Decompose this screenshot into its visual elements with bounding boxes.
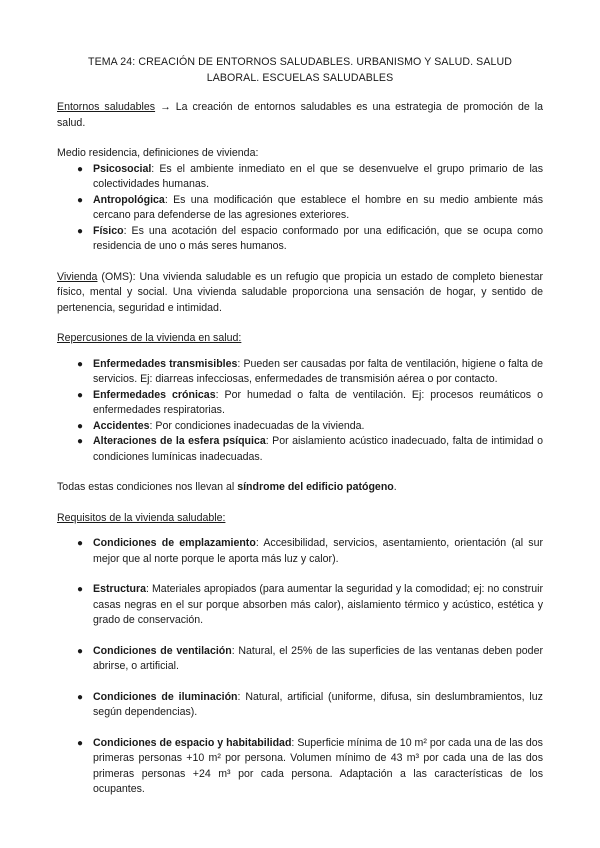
item-label: Condiciones de emplazamiento xyxy=(93,537,256,549)
bullet-icon: ● xyxy=(77,194,84,206)
item-text: : Por aislamiento acústico inadecuado, falta de intimidad o condiciones lumínicas inadecuadas. xyxy=(93,435,543,463)
list-item xyxy=(57,536,543,567)
list-item xyxy=(57,193,543,224)
requisitos-list xyxy=(57,536,543,798)
list-item xyxy=(57,224,543,255)
bullet-icon: ● xyxy=(77,538,84,549)
item-label: Enfermedades crónicas xyxy=(93,388,216,401)
list-item xyxy=(57,419,543,435)
sindrome-bold: síndrome del edificio patógeno xyxy=(237,481,394,493)
item-text: : Accesibilidad, servicios, asentamiento, orientación (al sur mejor que al norte porque le aporta más luz y calor). xyxy=(93,537,543,565)
bullet-icon: ● xyxy=(77,737,84,749)
document-title xyxy=(57,54,543,86)
title-line-1: TEMA 24: CREACIÓN DE ENTORNOS SALUDABLES. URBANISMO Y SALUD. SALUD xyxy=(88,56,512,68)
repercusiones-list xyxy=(57,357,543,466)
list-item xyxy=(57,644,543,675)
list-item xyxy=(57,434,543,465)
bullet-icon: ● xyxy=(77,584,84,595)
bullet-icon: ● xyxy=(77,225,84,237)
residencia-list xyxy=(57,162,543,255)
vivienda-term: Vivienda xyxy=(57,270,98,283)
item-text: : Es el ambiente inmediato en el que se desenvuelve el grupo primario de las colectividades humanas. xyxy=(93,162,543,190)
item-text: : Es una modificación que establece el hombre en su medio ambiente más cercano para defenderse de las agresiones exteriores. xyxy=(93,193,543,221)
bullet-icon: ● xyxy=(77,691,84,703)
sindrome-paragraph xyxy=(57,480,543,496)
item-text: : Por humedad o falta de ventilación. Ej: procesos reumáticos o enfermedades respiratorias. xyxy=(93,388,543,416)
bullet-icon: ● xyxy=(77,436,84,447)
entornos-text: → La creación de entornos saludables es una estrategia de promoción de la salud. xyxy=(57,101,543,129)
requisitos-heading: Requisitos de la vivienda saludable: xyxy=(57,511,226,524)
item-label: Psicosocial xyxy=(93,162,152,175)
item-text: : Materiales apropiados (para aumentar la seguridad y la comodidad; ej: no construir casas negras en el sur porque absorben más calor), aislamiento térmico y acústico, estética y grado de conservación. xyxy=(93,583,543,626)
item-text: : Superficie mínima de 10 m² por cada una de las dos primeras personas +10 m² por persona. Volumen mínimo de 43 m³ por cada una de las dos primeras personas +24 m³ por cada persona. Adaptación a las características de los ocupantes. xyxy=(93,736,543,795)
list-item xyxy=(57,690,543,721)
residencia-intro: Medio residencia, definiciones de vivienda: xyxy=(57,147,259,159)
item-label: Estructura xyxy=(93,583,146,595)
item-label: Alteraciones de la esfera psíquica xyxy=(93,435,266,447)
item-text: : Pueden ser causadas por falta de ventilación, higiene o falta de servicios. Ej: diarreas infecciosas, enfermedades de transmisión aérea o por contacto. xyxy=(93,357,543,385)
list-item xyxy=(57,162,543,193)
item-text: : Natural, artificial (uniforme, difusa, sin deslumbramientos, luz según dependencias). xyxy=(93,690,543,718)
item-label: Condiciones de ventilación xyxy=(93,644,232,657)
bullet-icon: ● xyxy=(77,420,84,432)
item-label: Accidentes xyxy=(93,419,150,432)
list-item xyxy=(57,388,543,419)
sindrome-post: . xyxy=(393,481,397,493)
entornos-paragraph xyxy=(57,100,543,131)
document-page xyxy=(57,54,543,798)
item-label: Enfermedades transmisibles xyxy=(93,357,238,370)
item-text: : Por condiciones inadecuadas de la vivienda. xyxy=(149,419,365,432)
item-label: Condiciones de espacio y habitabilidad xyxy=(93,736,292,749)
bullet-icon: ● xyxy=(77,163,84,175)
list-item xyxy=(57,357,543,388)
repercusiones-heading: Repercusiones de la vivienda en salud: xyxy=(57,332,242,344)
item-label: Físico xyxy=(93,224,124,237)
sindrome-pre: Todas estas condiciones nos llevan al xyxy=(57,481,238,493)
bullet-icon: ● xyxy=(77,358,84,370)
bullet-icon: ● xyxy=(77,389,84,401)
title-line-2: LABORAL. ESCUELAS SALUDABLES xyxy=(206,72,394,84)
list-item xyxy=(57,736,543,798)
item-text: : Es una acotación del espacio conformado por una edificación, que se ocupa como residencia de uno o más seres humanos. xyxy=(93,224,543,252)
item-text: : Natural, el 25% de las superficies de las ventanas deben poder abrirse, o artificial. xyxy=(93,644,543,672)
bullet-icon: ● xyxy=(77,645,84,657)
item-label: Antropológica xyxy=(93,193,165,206)
entornos-term: Entornos saludables xyxy=(57,101,156,113)
vivienda-text: (OMS): Una vivienda saludable es un refugio que propicia un estado de completo bienestar físico, mental y social. Una vivienda saludable proporciona una sensación de hogar, y sentido de pertenencia, seguridad e intimidad. xyxy=(57,270,543,314)
item-label: Condiciones de iluminación xyxy=(93,690,238,703)
vivienda-paragraph xyxy=(57,270,543,317)
list-item xyxy=(57,582,543,629)
